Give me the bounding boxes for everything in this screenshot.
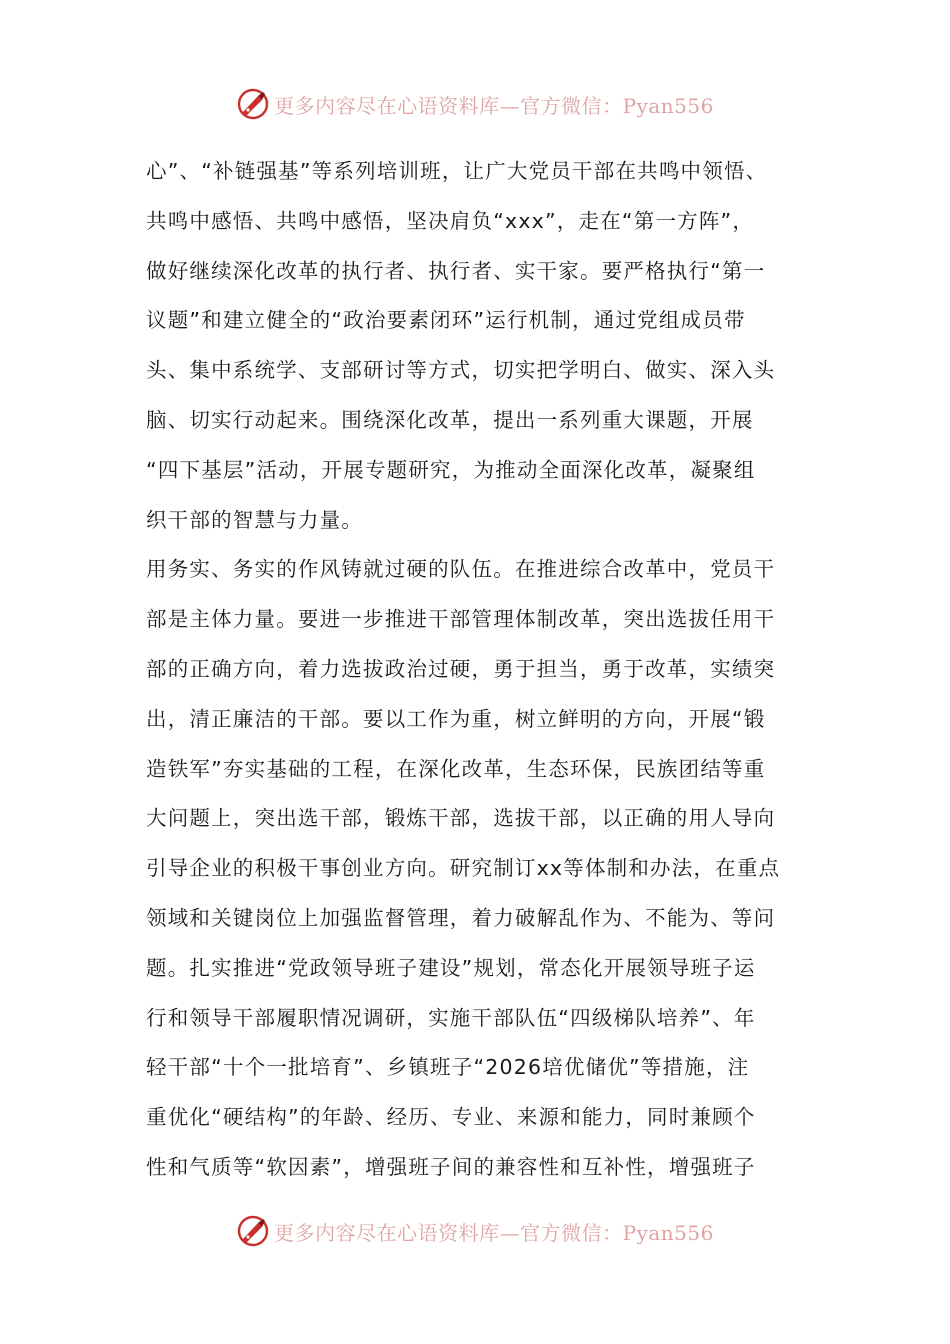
paragraph-line: 用务实、务实的作风铸就过硬的队伍。在推进综合改革中，党员干	[146, 557, 776, 582]
pen-nib-seal-icon	[236, 87, 270, 121]
paragraph-line: 领域和关键岗位上加强监督管理，着力破解乱作为、不能为、等问	[146, 905, 776, 930]
paragraph-line: 性和气质等“软因素”，增强班子间的兼容性和互补性，增强班子	[146, 1154, 756, 1179]
paragraph-line: 脑、切实行动起来。围绕深化改革，提出一系列重大课题，开展	[146, 407, 754, 432]
header-watermark-text: 更多内容尽在心语资料库—官方微信：Pyan556	[274, 93, 714, 118]
paragraph-line: 共鸣中感悟、共鸣中感悟，坚决肩负“xxx”，走在“第一方阵”，	[146, 208, 755, 233]
paragraph-line: 造铁军”夯实基础的工程，在深化改革，生态环保，民族团结等重	[146, 756, 766, 781]
pen-nib-seal-icon	[236, 1214, 270, 1248]
paragraph-line: 题。扎实推进“党政领导班子建设”规划，常态化开展领导班子运	[146, 955, 756, 980]
paragraph-line: 织干部的智慧与力量。	[146, 507, 363, 532]
paragraph-line: 行和领导干部履职情况调研，实施干部队伍“四级梯队培养”、年	[146, 1005, 756, 1030]
header-watermark	[0, 84, 950, 124]
footer-watermark	[0, 1211, 950, 1251]
paragraph-line: 轻干部“十个一批培育”、乡镇班子“2026培优储优”等措施，注	[146, 1055, 750, 1080]
paragraph-line: “四下基层”活动，开展专题研究，为推动全面深化改革，凝聚组	[146, 457, 756, 482]
paragraph-line: 重优化“硬结构”的年龄、经历、专业、来源和能力，同时兼顾个	[146, 1105, 756, 1130]
paragraph-line: 引导企业的积极干事创业方向。研究制订xx等体制和办法，在重点	[146, 856, 781, 881]
paragraph-line: 大问题上，突出选干部，锻炼干部，选拔干部，以正确的用人导向	[146, 806, 776, 831]
paragraph-line: 部的正确方向，着力选拔政治过硬，勇于担当，勇于改革，实绩突	[146, 656, 776, 681]
paragraph-line: 做好继续深化改革的执行者、执行者、实干家。要严格执行“第一	[146, 258, 766, 283]
footer-watermark-text: 更多内容尽在心语资料库—官方微信：Pyan556	[274, 1220, 714, 1245]
paragraph-line: 部是主体力量。要进一步推进干部管理体制改革，突出选拔任用干	[146, 607, 776, 632]
paragraph-line: 头、集中系统学、支部研讨等方式，切实把学明白、做实、深入头	[146, 358, 776, 383]
document-body	[146, 150, 816, 1196]
paragraph-line: 议题”和建立健全的“政治要素闭环”运行机制，通过党组成员带	[146, 308, 746, 333]
paragraph-line: 出，清正廉洁的干部。要以工作为重，树立鲜明的方向，开展“锻	[146, 706, 766, 731]
paragraph-line: 心”、“补链强基”等系列培训班，让广大党员干部在共鸣中领悟、	[146, 159, 768, 183]
